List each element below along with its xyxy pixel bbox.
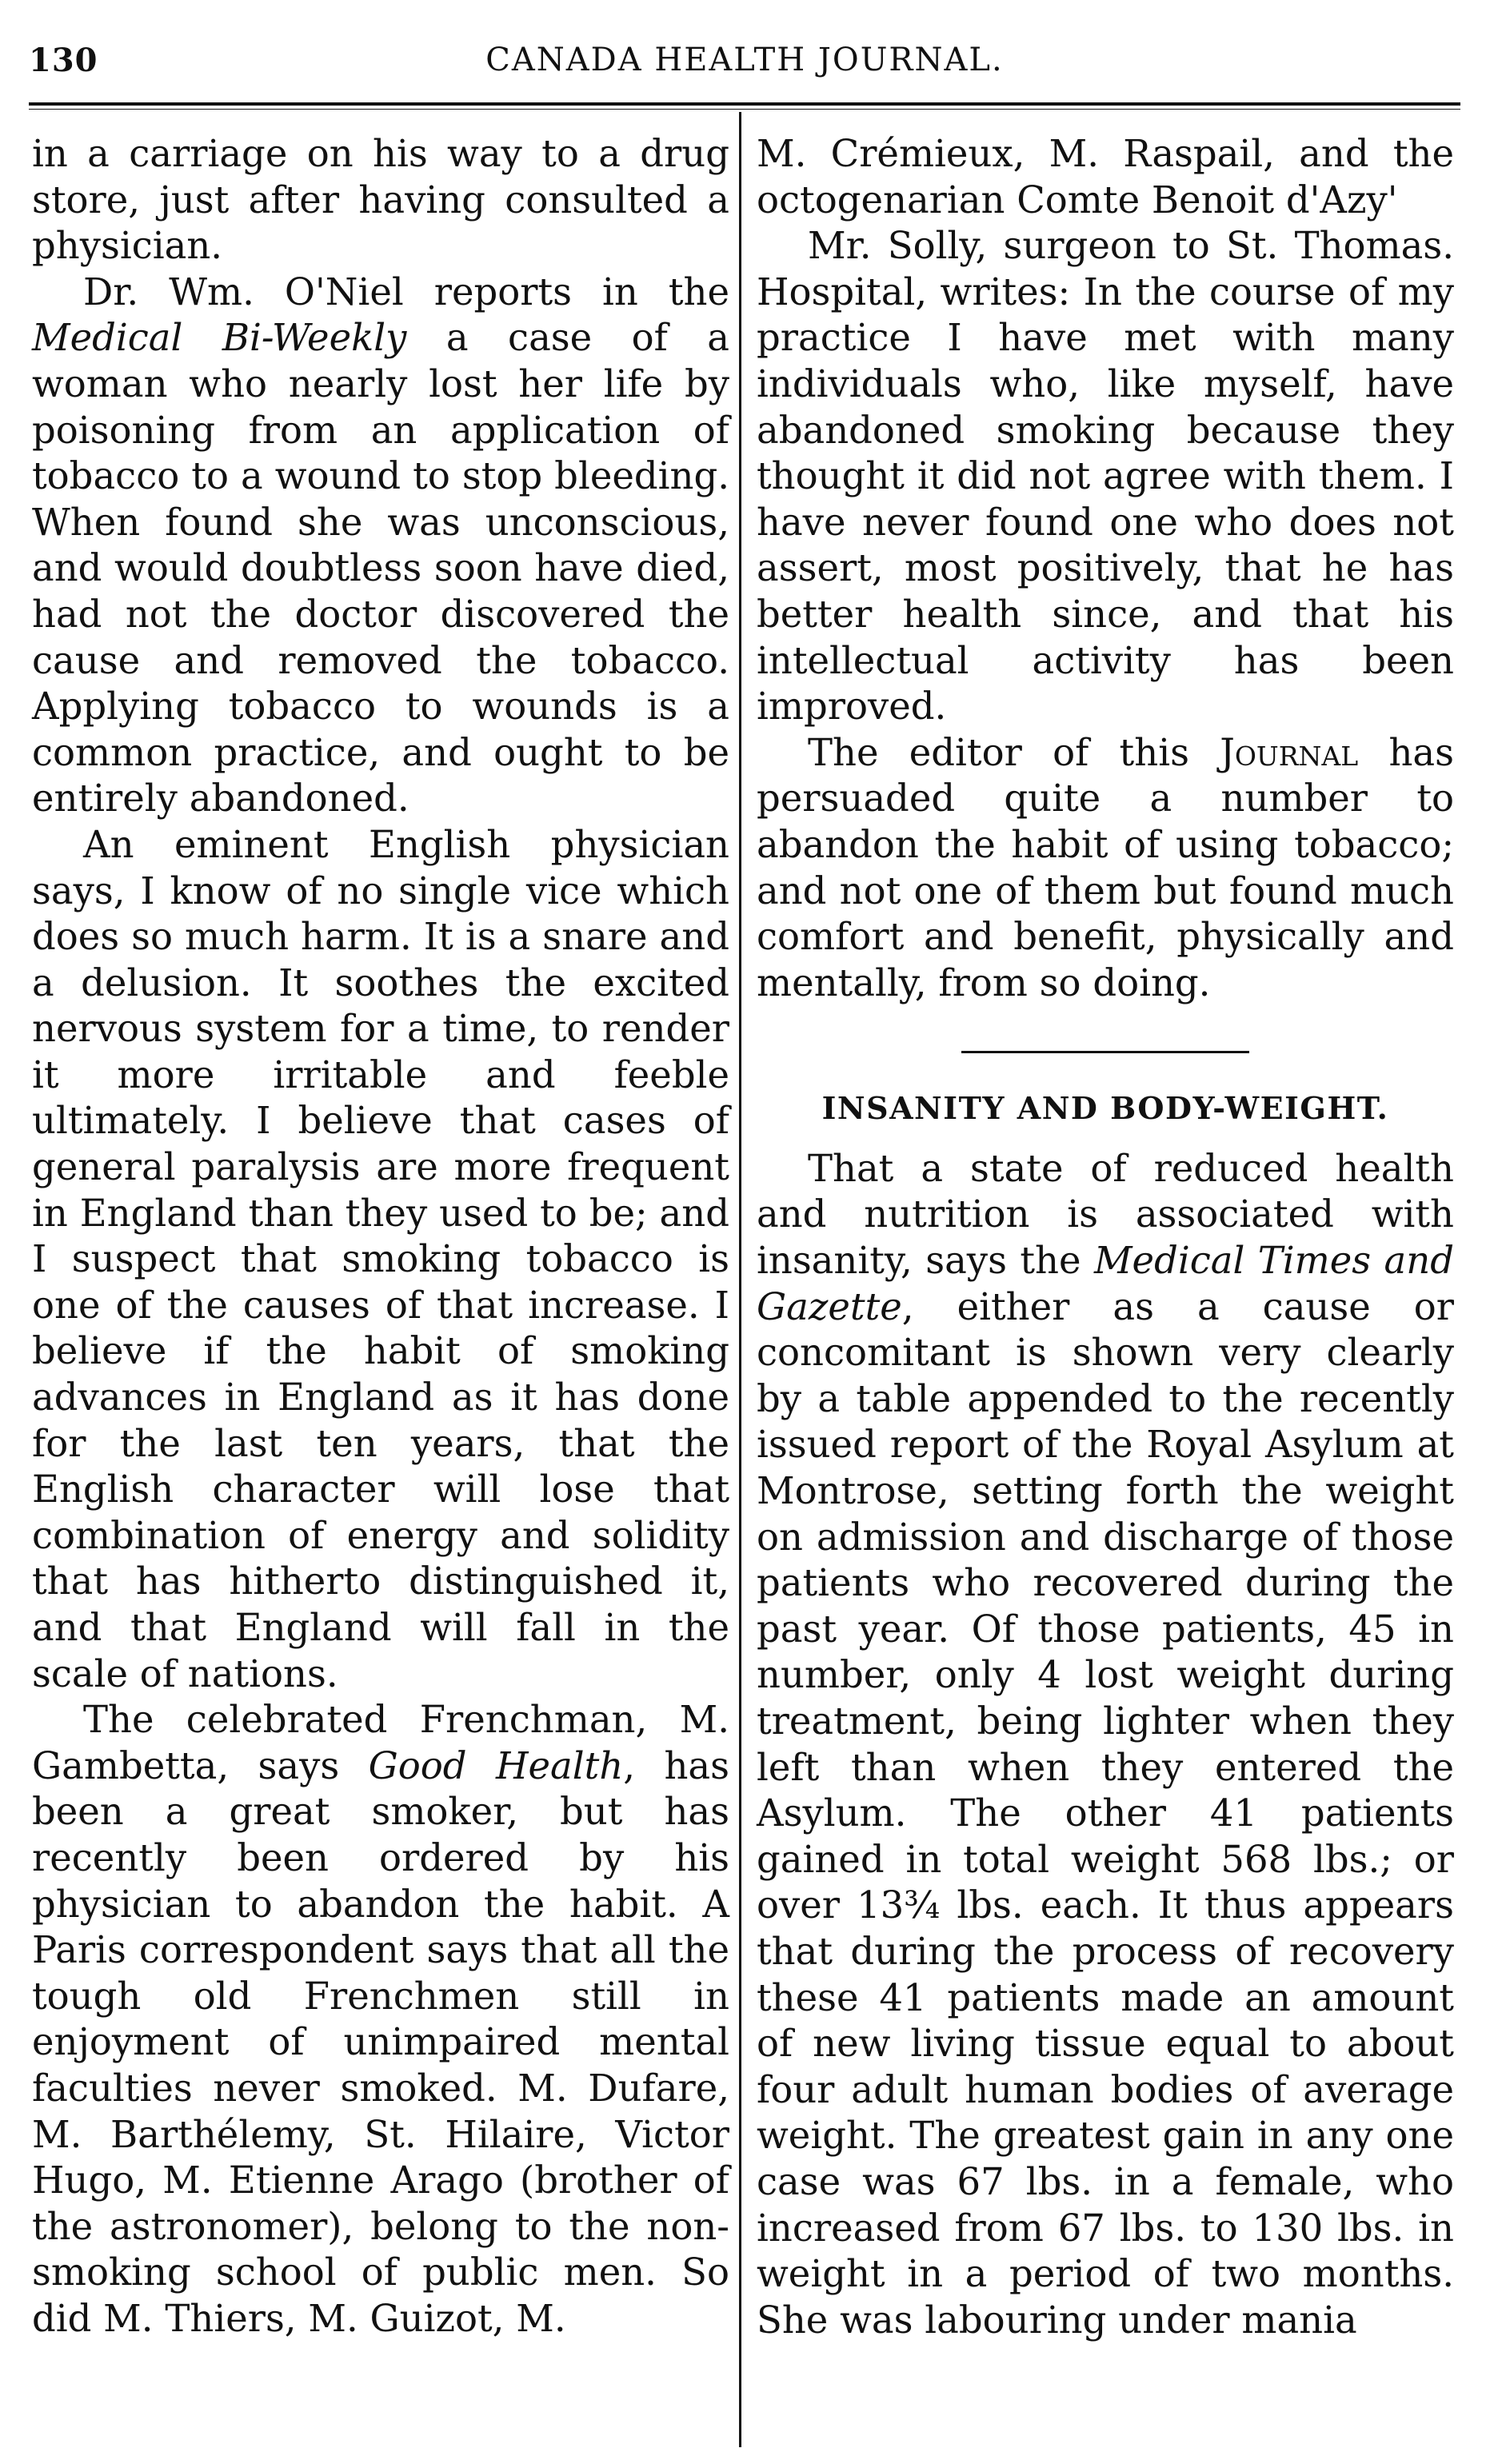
paragraph bbox=[32, 131, 729, 270]
left-column bbox=[32, 131, 729, 2342]
page-number: 130 bbox=[29, 42, 98, 79]
header-rule-thin bbox=[29, 109, 1460, 110]
paragraph-text: The celebrated Frenchman, M. Gambetta, says bbox=[32, 1698, 729, 1787]
paragraph-text: That a state of reduced health and nutrition is associated with insanity, says the bbox=[757, 1146, 1454, 1283]
paragraph-text: Mr. Solly, surgeon to St. Thomas. Hospital, writes: In the course of my practice I have met with many individuals who, like myself, have abandoned smoking because they thought it did not agree with them. I have never found one who does not assert, most positively, that he has better health since, and that his intellectual activity has been improved. bbox=[757, 224, 1454, 729]
paragraph-text: An eminent English physician says, I know of no single vice which does so much harm. It is a snare and a delusion. It soothes the excited nervous system for a time, to render it more irritable and feeble ultimately. I believe that cases of general paralysis are more frequent in England than they used to be; and I suspect that smoking tobacco is one of the causes of that increase. I believe if the habit of smoking advances in England as it has done for the last ten years, that the English character will lose that combination of energy and solidity that has hitherto distinguished it, and that England will fall in the scale of nations. bbox=[32, 822, 729, 1695]
page-header bbox=[29, 42, 1460, 93]
paragraph-text: a case of a woman who nearly lost her life by poisoning from an application of tobacco to a wound to stop bleeding. When found she was unconscious, and would doubtless soon have died, had not the doctor discovered the cause and removed the tobacco. Applying tobacco to wounds is a common practice, and ought to be entirely abandoned. bbox=[32, 316, 729, 821]
paragraph-text: The editor of this bbox=[808, 730, 1220, 774]
paragraph-text: , has been a great smoker, but has recently been ordered by his physician to abandon the habit. A Paris correspondent says that all the tough old Frenchmen still in enjoyment of unimpaired mental faculties never smoked. M. Dufare, M. Barthélemy, St. Hilaire, Victor Hugo, M. Etienne Arago (brother of the astronomer), belong to the non-smoking school of public men. So did M. Thiers, M. Guizot, M. bbox=[32, 1743, 729, 2340]
section-rule bbox=[961, 1051, 1249, 1053]
header-rule bbox=[29, 102, 1460, 106]
paragraph: M. Crémieux, M. Raspail, and the octogenarian Comte Benoit d'Azy' bbox=[757, 132, 1454, 222]
paragraph-text: Dr. Wm. O'Niel reports in the bbox=[83, 270, 729, 313]
section-heading: INSANITY AND BODY-WEIGHT. bbox=[821, 1090, 1389, 1127]
journal-name: Journal bbox=[1220, 730, 1359, 774]
paragraph-text: in a carriage on his way to a drug store, just after having consulted a physician. bbox=[32, 132, 729, 268]
paragraph bbox=[757, 223, 1454, 730]
paragraph bbox=[32, 270, 729, 822]
column-divider bbox=[739, 112, 741, 2447]
publication-title: Medical Times and Gazette bbox=[757, 1239, 1454, 1328]
paragraph bbox=[32, 1697, 729, 2342]
paragraph bbox=[757, 1146, 1454, 2343]
paragraph-text: has persuaded quite a number to abandon the habit of using tobacco; and not one of them but found much comfort and benefit, physically and mentally, from so doing. bbox=[757, 730, 1454, 1004]
right-column bbox=[757, 131, 1454, 2343]
paragraph-text: , either as a cause or concomitant is shown very clearly by a table appended to the recently issued report of the Royal Asylum at Montrose, setting forth the weight on admission and discharge of those patients who recovered during the past year. Of those patients, 45 in number, only 4 lost weight during treatment, being lighter when they left than when they entered the Asylum. The other 41 patients gained in total weight 568 lbs.; or over 13¾ lbs. each. It thus appears that during the process of recovery these 41 patients made an amount of new living tissue equal to about four adult human bodies of average weight. The greatest gain in any one case was 67 lbs. in a female, who increased from 67 lbs. to 130 lbs. in weight in a period of two months. She was labouring under mania bbox=[757, 1284, 1454, 2342]
running-title: CANADA HEALTH JOURNAL. bbox=[485, 42, 1004, 78]
paragraph bbox=[757, 730, 1454, 1007]
paragraph-text: Crémieux, M. Raspail, and the octogenarian Comte Benoit d'Azy' bbox=[757, 132, 1454, 222]
publication-title: Medical Bi-Weekly bbox=[32, 316, 407, 360]
paragraph bbox=[32, 822, 729, 1697]
publication-title: Good Health bbox=[368, 1743, 624, 1787]
